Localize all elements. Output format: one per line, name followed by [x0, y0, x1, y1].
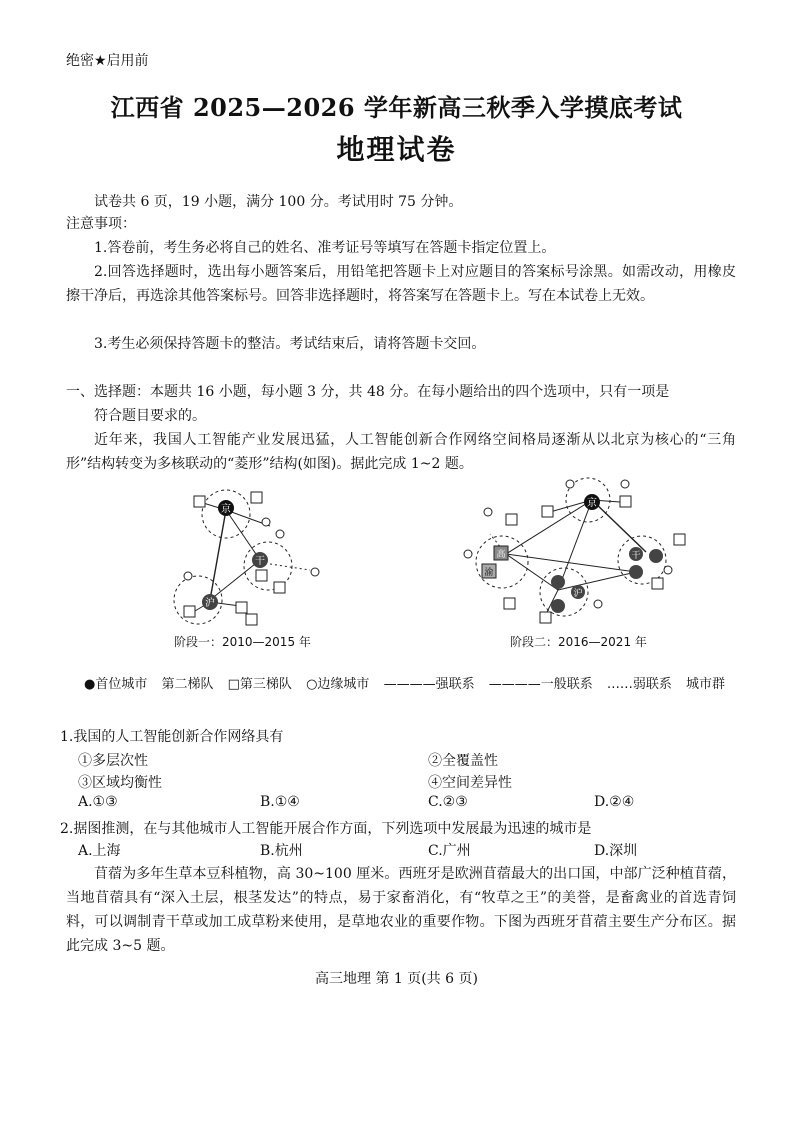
legend-weak: ……弱联系: [606, 677, 672, 692]
edge-node: [262, 518, 270, 526]
third-tier-node: [674, 534, 685, 545]
q2-option-a[interactable]: A.上海: [78, 843, 121, 859]
note-2: 2.回答选择题时，选出每小题答案后，用铅笔把答题卡上对应题目的答案标号涂黑。如需改动，用橡皮擦干净后，再选涂其他答案标号。回答非选择题时，将答案写在答题卡上。写在本试卷上无效。: [66, 264, 736, 304]
cluster-yu-2: [476, 536, 528, 588]
legend-second-tier: 第二梯队: [161, 677, 214, 692]
note-1: 1.答卷前，考生务必将自己的姓名、准考证号等填写在答题卡指定位置上。: [94, 240, 556, 256]
city-gan-2c: [629, 565, 643, 579]
city-yu-2-label: 渝: [484, 568, 494, 578]
passage-1: 近年来，我国人工智能产业发展迅猛，人工智能创新合作网络空间格局逐渐从以北京为核心的“三角形”结构转变为多核联动的“菱形”结构(如图)。据此完成 1~2 题。: [66, 432, 736, 472]
note-3: 3.考生必须保持答题卡的整洁。考试结束后，请将答题卡交回。: [94, 336, 486, 352]
q1-option-a[interactable]: A.①③: [78, 794, 118, 810]
stage2-nodes: [464, 480, 685, 623]
third-tier-node: [506, 514, 517, 525]
third-tier-node: [256, 570, 267, 581]
third-tier-node: [274, 582, 285, 593]
passage-2: 苜蓿为多年生草本豆科植物，高 30~100 厘米。西班牙是欧洲苜蓿最大的出口国，中部广泛种植苜蓿，当地苜蓿具有“深入土层，根茎发达”的特点，易于家畜消化，有“牧草之王”的美誉，是畜禽业的首选青饲料，可以调制青干草或加工成草粉来使用，是草地农业的重要作物。下图为西班牙苜蓿主要生产分布区。据此完成 3~5 题。: [66, 866, 736, 954]
q1-option-c[interactable]: C.②③: [428, 794, 468, 810]
stage1-nodes: [184, 492, 319, 625]
exam-intro: 试卷共 6 页，19 小题，满分 100 分。考试用时 75 分钟。: [94, 194, 463, 210]
q1-statement-1: ①多层次性: [78, 753, 148, 769]
edge-node: [566, 480, 574, 488]
legend-edge-city: ○边缘城市: [306, 677, 370, 692]
city-gao-2-label: 高: [496, 550, 506, 560]
network-figure: [150, 474, 710, 654]
city-gan-1-label: 干: [255, 556, 265, 567]
city-jing-2-label: 京: [587, 498, 597, 509]
section-heading-cont: 符合题目要求的。: [94, 408, 206, 424]
edge-node: [464, 550, 472, 558]
q1-option-b[interactable]: B.①④: [260, 794, 300, 810]
page-footer: 高三地理 第 1 页(共 6 页): [315, 971, 478, 987]
city-gan-2b: [649, 549, 663, 563]
third-tier-node: [620, 496, 631, 507]
legend-group: 城市群: [686, 677, 726, 692]
city-jing-1-label: 京: [221, 504, 231, 515]
q2-option-b[interactable]: B.杭州: [260, 843, 303, 859]
notes-title: 注意事项：: [66, 216, 136, 232]
section-heading: 一、选择题：本题共 16 小题，每小题 3 分，共 48 分。在每小题给出的四个选项中，只有一项是: [66, 384, 670, 400]
third-tier-node: [194, 496, 205, 507]
third-tier-node: [652, 578, 663, 589]
q1-statement-3: ③区域均衡性: [78, 775, 162, 791]
subject-title: 地理试卷: [336, 133, 457, 166]
edge-node: [621, 480, 629, 488]
third-tier-node: [540, 612, 551, 623]
third-tier-node: [184, 606, 195, 617]
edge-node: [594, 600, 602, 608]
edge-node: [664, 566, 672, 574]
stage2-label: 阶段二：2016—2021 年: [510, 635, 647, 649]
q2-option-d[interactable]: D.深圳: [594, 843, 638, 859]
edge-node: [184, 572, 192, 580]
exam-title: 江西省 2025—2026 学年新高三秋季入学摸底考试: [110, 93, 683, 122]
third-tier-node: [542, 506, 553, 517]
third-tier-node: [504, 598, 515, 609]
stage1-label: 阶段一：2010—2015 年: [174, 635, 311, 649]
legend-third-tier: □第三梯队: [227, 677, 292, 692]
third-tier-node: [246, 614, 257, 625]
q1-statement-2: ②全覆盖性: [428, 753, 498, 769]
legend-strong: ————强联系: [383, 677, 475, 692]
q1-statement-4: ④空间差异性: [428, 775, 512, 791]
figure-legend: [84, 674, 744, 696]
third-tier-node: [236, 602, 247, 613]
q2-option-c[interactable]: C.广州: [428, 843, 471, 859]
edge-node: [276, 530, 284, 538]
city-hu-2a: [551, 575, 565, 589]
q1-stem: 1.我国的人工智能创新合作网络具有: [60, 729, 284, 745]
q2-stem: 2.据图推测，在与其他城市人工智能开展合作方面，下列选项中发展最为迅速的城市是: [60, 821, 592, 837]
confidential-mark: 绝密★启用前: [66, 53, 149, 69]
q1-option-d[interactable]: D.②④: [594, 794, 635, 810]
edge-node: [311, 568, 319, 576]
edge-node: [484, 508, 492, 516]
city-gan-2a-label: 干: [631, 551, 641, 561]
city-hu-2b-label: 沪: [573, 589, 583, 599]
legend-general: ————一般联系: [488, 677, 593, 692]
city-hu-2c: [551, 599, 565, 613]
third-tier-node: [251, 492, 262, 503]
city-hu-1-label: 沪: [205, 598, 215, 609]
legend-first-city: ●首位城市: [84, 677, 148, 692]
